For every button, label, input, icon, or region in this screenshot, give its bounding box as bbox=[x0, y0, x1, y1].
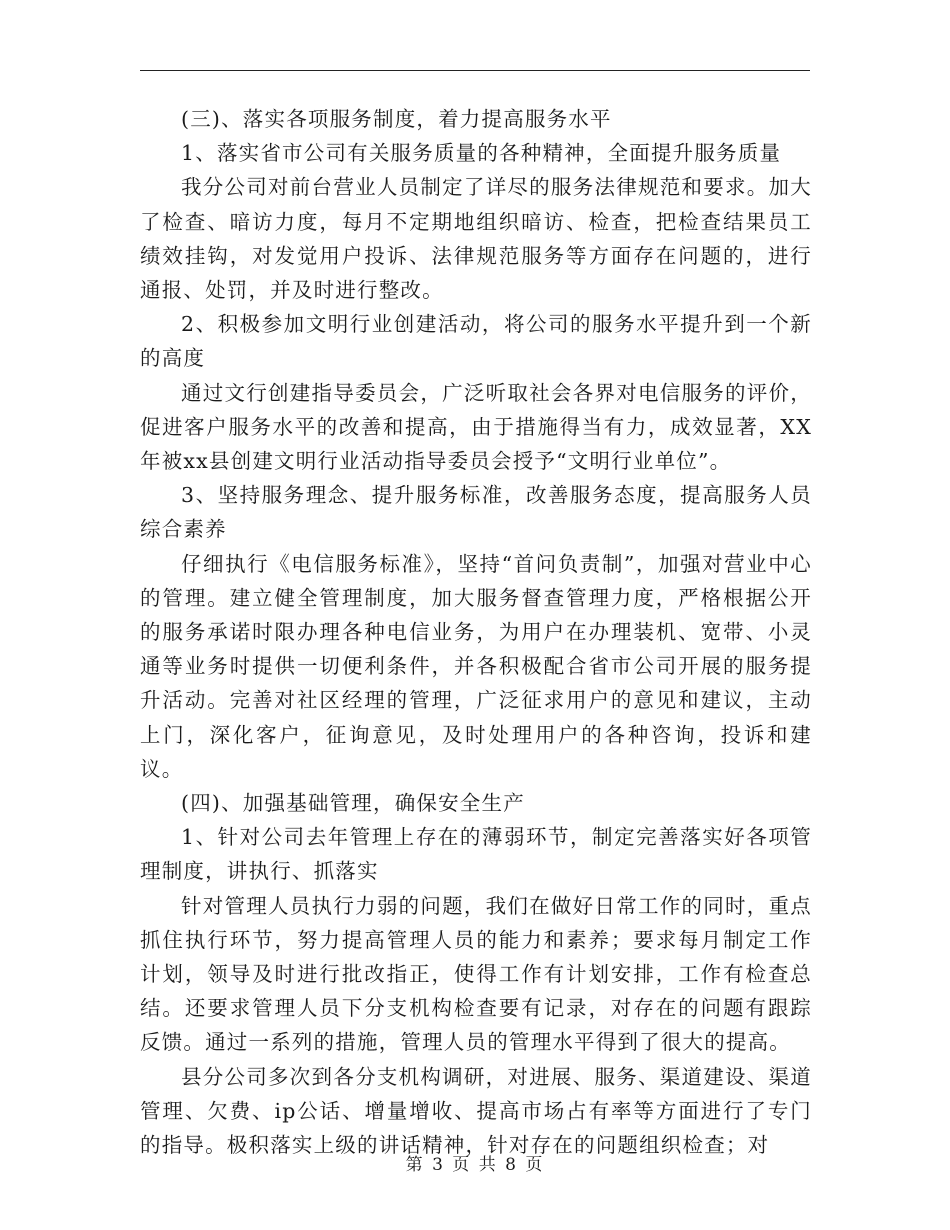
subheading-3-1: 1、落实省市公司有关服务质量的各种精神，全面提升服务质量 bbox=[181, 141, 782, 166]
header-rule bbox=[140, 70, 810, 71]
subheading-3-3: 3、坚持服务理念、提升服务标准，改善服务态度，提高服务人员综合素养 bbox=[140, 483, 812, 542]
section-heading-3: (三)、落实各项服务制度，着力提高服务水平 bbox=[181, 107, 612, 131]
page-number-footer: 第 3 页 共 8 页 bbox=[405, 1155, 545, 1175]
document-body bbox=[140, 102, 812, 1162]
body-paragraph: 我分公司对前台营业人员制定了详尽的服务法律规范和要求。加大了检查、暗访力度，每月不定期地组织暗访、检查，把检查结果员工绩效挂钩，对发觉用户投诉、法律规范服务等方面存在问题的，进行通报、处罚，并及时进行整改。 bbox=[140, 175, 812, 303]
section-heading-4: (四)、加强基础管理，确保安全生产 bbox=[181, 791, 525, 816]
body-paragraph: 通过文行创建指导委员会，广泛听取社会各界对电信服务的评价，促进客户服务水平的改善和提高，由于措施得当有力，成效显著，XX年被xx县创建文明行业活动指导委员会授予“文明行业单位”。 bbox=[140, 380, 812, 474]
subheading-4-1: 1、针对公司去年管理上存在的薄弱环节，制定完善落实好各项管理制度，讲执行、抓落实 bbox=[140, 825, 812, 884]
body-paragraph: 针对管理人员执行力弱的问题，我们在做好日常工作的同时，重点抓住执行环节，努力提高管理人员的能力和素养；要求每月制定工作计划，领导及时进行批改指正，使得工作有计划安排，工作有检查总结。还要求管理人员下分支机构检查要有记录，对存在的问题有跟踪反馈。通过一系列的措施，管理人员的管理水平得到了很大的提高。 bbox=[140, 893, 812, 1055]
subheading-3-2: 2、积极参加文明行业创建活动，将公司的服务水平提升到一个新的高度 bbox=[140, 312, 812, 371]
body-paragraph: 仔细执行《电信服务标准》，坚持“首问负责制”，加强对营业中心的管理。建立健全管理制度，加大服务督查管理力度，严格根据公开的服务承诺时限办理各种电信业务，为用户在办理装机、宽带、小灵通等业务时提供一切便利条件，并各积极配合省市公司开展的服务提升活动。完善对社区经理的管理，广泛征求用户的意见和建议，主动上门，深化客户，征询意见，及时处理用户的各种咨询，投诉和建议。 bbox=[140, 551, 812, 781]
body-paragraph: 县分公司多次到各分支机构调研，对进展、服务、渠道建设、渠道管理、欠费、ip公话、增量增收、提高市场占有率等方面进行了专门的指导。极积落实上级的讲话精神，针对存在的问题组织检查；对 bbox=[140, 1064, 812, 1158]
